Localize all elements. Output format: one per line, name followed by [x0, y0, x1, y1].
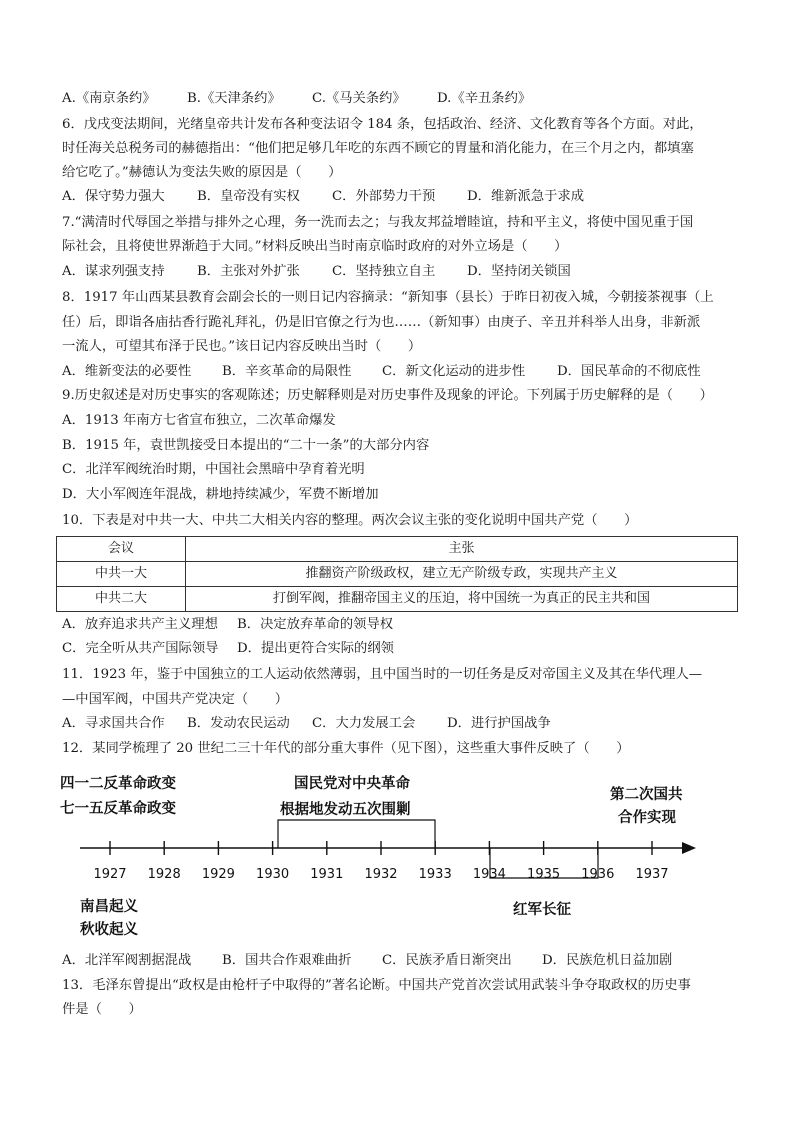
q7-option-d[interactable]: D．坚持闭关锁国: [467, 264, 571, 279]
q10-option-d[interactable]: D．提出更符合实际的纲领: [237, 641, 394, 656]
q7-option-b[interactable]: B．主张对外扩张: [197, 264, 300, 279]
table-header-row: [57, 537, 738, 562]
q5-option-b[interactable]: B.《天津条约》: [187, 91, 281, 106]
q10-options-row-2: [62, 640, 742, 658]
event-label: 国民党对中央革命: [294, 776, 410, 792]
event-label: 第二次国共: [610, 787, 683, 803]
q7-stem-line-2: 际社会，且将使世界渐趋于大同。”材料反映出当时南京临时政府的对外立场是（ ）: [62, 239, 568, 254]
q5-option-d[interactable]: D.《辛丑条约》: [437, 91, 532, 106]
q10-table: [56, 536, 738, 612]
event-label: 根据地发动五次围剿: [280, 802, 411, 818]
q9-stem-line-1: 9.历史叙述是对历史事实的客观陈述；历史解释则是对历史事件及现象的评论。下列属于历史解释的是（ ）: [62, 388, 713, 403]
q7-option-c[interactable]: C．坚持独立自主: [332, 264, 436, 279]
q11-option-c[interactable]: C．大力发展工会: [312, 716, 416, 731]
q6-option-c[interactable]: C．外部势力干预: [332, 189, 436, 204]
q5-option-c[interactable]: C.《马关条约》: [312, 91, 406, 106]
q12-option-a[interactable]: A．北洋军阀割据混战: [62, 953, 192, 968]
siege-bracket: [278, 820, 435, 848]
q6-option-b[interactable]: B．皇帝没有实权: [197, 189, 300, 204]
table-row: [57, 562, 738, 587]
table-cell: 推翻资产阶级政权，建立无产阶级专政，实现共产主义: [186, 562, 738, 587]
year-label: 1937: [635, 867, 669, 882]
year-label: 1935: [527, 867, 561, 882]
q6-stem-line-1: 6．戊戌变法期间，光绪皇帝共计发布各种变法诏令 184 条，包括政治、经济、文化教育等各个方面。对此，: [62, 117, 703, 132]
q6-option-d[interactable]: D．维新派急于求成: [467, 189, 585, 204]
q8-stem-line-2: 任）后，即诣各庙拈香行跪礼拜礼，仍是旧官僚之行为也……（新知事）由庚子、辛丑并科举人出身，非新派: [62, 315, 701, 330]
year-label: 1929: [201, 867, 235, 882]
q12-option-b[interactable]: B．国共合作艰难曲折: [222, 953, 352, 968]
q11-option-a[interactable]: A．寻求国共合作: [62, 716, 165, 731]
year-label: 1932: [364, 867, 398, 882]
q8-option-d[interactable]: D．国民革命的不彻底性: [557, 364, 701, 379]
q12-option-c[interactable]: C．民族矛盾日渐突出: [382, 953, 512, 968]
q7-stem-line-1: 7.“满清时代辱国之举措与排外之心理，务一洗而去之；与我友邦益增睦谊，持和平主义，将使中国见重于国: [62, 215, 694, 230]
q6-options: [62, 188, 742, 206]
table-header-cell: 主张: [186, 537, 738, 562]
q9-option-a[interactable]: A．1913 年南方七省宣布独立，二次革命爆发: [62, 413, 336, 428]
q8-stem-line-3: 一流人，可望其布泽于民也。”该日记内容反映出当时（ ）: [62, 339, 422, 354]
q11-option-b[interactable]: B．发动农民运动: [187, 716, 290, 731]
year-label: 1933: [418, 867, 452, 882]
q9-option-c[interactable]: C．北洋军阀统治时期，中国社会黑暗中孕育着光明: [62, 462, 365, 477]
table-cell: 打倒军阀，推翻帝国主义的压迫，将中国统一为真正的民主共和国: [186, 587, 738, 612]
q10-option-c[interactable]: C．完全听从共产国际领导: [62, 641, 219, 656]
q7-option-a[interactable]: A．谋求列强支持: [62, 264, 165, 279]
year-label: 1934: [472, 867, 506, 882]
q5-options: [62, 90, 742, 108]
q11-stem-line-1: 11．1923 年，鉴于中国独立的工人运动依然薄弱，且中国当时的一切任务是反对帝国主义及其在华代理人—: [62, 667, 703, 682]
q11-option-d[interactable]: D．进行护国战争: [447, 716, 551, 731]
q8-option-b[interactable]: B．辛亥革命的局限性: [222, 364, 352, 379]
year-label: 1931: [310, 867, 344, 882]
event-label: 七一五反革命政变: [60, 801, 176, 817]
event-label: 秋收起义: [80, 922, 138, 938]
table-header-cell: 会议: [57, 537, 186, 562]
q8-stem-line-1: 8．1917 年山西某县教育会副会长的一则日记内容摘录：“新知事（县长）于昨日初夜入城，今朝接茶视事（上: [62, 290, 714, 305]
year-label: 1936: [581, 867, 615, 882]
q10-option-a[interactable]: A．放弃追求共产主义理想: [62, 617, 218, 632]
timeline-arrow-icon: [682, 842, 696, 854]
table-row: [57, 587, 738, 612]
q12-stem-line-1: 12．某同学梳理了 20 世纪二三十年代的部分重大事件（见下图），这些重大事件反映了（ ）: [62, 741, 630, 756]
q12-option-d[interactable]: D．民族危机日益加剧: [542, 953, 673, 968]
q12-timeline: [58, 768, 748, 943]
q13-stem-line-1: 13．毛泽东曾提出“政权是由枪杆子中取得的”著名论断。中国共产党首次尝试用武装斗争夺取政权的历史事: [62, 978, 691, 993]
event-label: 合作实现: [618, 810, 676, 826]
q8-option-a[interactable]: A．维新变法的必要性: [62, 364, 192, 379]
table-cell: 中共二大: [57, 587, 186, 612]
q13-stem-line-2: 件是（ ）: [62, 1002, 142, 1017]
year-label: 1927: [93, 867, 127, 882]
q10-option-b[interactable]: B．决定放弃革命的领导权: [237, 617, 394, 632]
q8-options: [62, 363, 742, 381]
event-label: 南昌起义: [80, 899, 138, 915]
q8-option-c[interactable]: C．新文化运动的进步性: [382, 364, 526, 379]
year-label: 1928: [147, 867, 181, 882]
q11-options: [62, 715, 742, 733]
q7-options: [62, 263, 742, 281]
q6-stem-line-2: 时任海关总税务司的赫德指出：“他们把足够几年吃的东西不顾它的胃量和消化能力，在三个月之内，都填塞: [62, 141, 694, 156]
table-cell: 中共一大: [57, 562, 186, 587]
event-label: 四一二反革命政变: [60, 776, 176, 792]
q12-options: [62, 952, 742, 970]
q6-stem-line-3: 给它吃了。”赫德认为变法失败的原因是（ ）: [62, 165, 342, 180]
q9-option-d[interactable]: D．大小军阀连年混战，耕地持续减少，军费不断增加: [62, 487, 379, 502]
q10-options-row-1: [62, 616, 742, 634]
year-label: 1930: [256, 867, 290, 882]
q5-option-a[interactable]: A.《南京条约》: [62, 91, 156, 106]
q10-stem-line-1: 10．下表是对中共一大、中共二大相关内容的整理。两次会议主张的变化说明中国共产党（ ）: [62, 513, 638, 528]
event-label: 红军长征: [513, 902, 571, 918]
q6-option-a[interactable]: A．保守势力强大: [62, 189, 165, 204]
q9-option-b[interactable]: B．1915 年，袁世凯接受日本提出的“二十一条”的大部分内容: [62, 438, 430, 453]
q11-stem-line-2: —中国军阀，中国共产党决定（ ）: [62, 692, 289, 707]
